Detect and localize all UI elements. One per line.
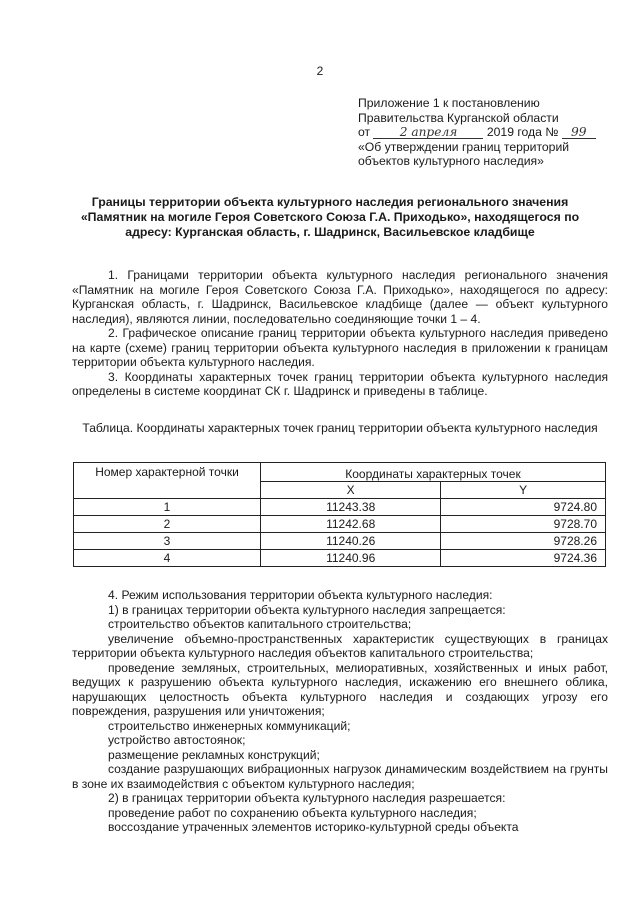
paragraph: увеличение объемно-пространственных характеристик существующих в границах территории объекта культурного наследия объектов капитального строительства; <box>72 631 608 660</box>
cell-point: 3 <box>74 533 261 550</box>
annex-line-1: Приложение 1 к постановлению <box>358 96 540 110</box>
table-row <box>74 533 606 550</box>
table-caption: Таблица. Координаты характерных точек границ территории объекта культурного наследия <box>82 421 598 435</box>
body-top <box>72 268 608 399</box>
cell-point: 2 <box>74 516 261 533</box>
paragraph: 3. Координаты характерных точек границ территории объекта культурного наследия определены в системе координат СК г. Шадринск и приведены в таблице. <box>72 369 608 398</box>
cell-y: 9728.70 <box>441 516 606 533</box>
table-row <box>74 516 606 533</box>
paragraph: 1) в границах территории объекта культурного наследия запрещается: <box>108 602 506 617</box>
paragraph: строительство инженерных коммуникаций; <box>108 718 351 733</box>
paragraph: воссоздание утраченных элементов историко-культурной среды объекта <box>108 820 519 834</box>
annex-date-line <box>358 125 618 140</box>
coordinates-table <box>73 462 606 567</box>
header-coordinates: Координаты характерных точек <box>261 463 606 482</box>
annex-line-5: объектов культурного наследия» <box>358 154 544 168</box>
paragraph: 2) в границах территории объекта культурного наследия разрешается: <box>108 791 506 805</box>
annex-year: 2019 года № <box>486 125 559 139</box>
table-header-row <box>74 463 606 482</box>
paragraph: создание разрушающих вибрационных нагрузок динамическим воздействием на грунты в зоне их взаимодействия с объектом культурного наследия; <box>72 762 608 791</box>
header-x: X <box>261 482 441 499</box>
annex-line-4: «Об утверждении границ территорий <box>358 139 570 154</box>
cell-y: 9724.36 <box>441 550 606 567</box>
header-y: Y <box>441 482 606 499</box>
paragraph: 2. Графическое описание границ территории объекта культурного наследия приведено на карте (схеме) границ территории объекта культурного наследия в приложении к границам территории объекта культурного наследия. <box>72 326 608 369</box>
annex-line-2: Правительства Курганской области <box>358 110 559 125</box>
cell-y: 9724.80 <box>441 499 606 516</box>
cell-x: 11240.96 <box>261 550 441 567</box>
handwritten-number: 99 <box>562 126 596 139</box>
paragraph: проведение работ по сохранению объекта культурного наследия; <box>108 805 477 820</box>
cell-point: 1 <box>74 499 261 516</box>
cell-point: 4 <box>74 550 261 567</box>
cell-x: 11243.38 <box>261 499 441 516</box>
paragraph: строительство объектов капитального строительства; <box>108 617 412 631</box>
paragraph: проведение земляных, строительных, мелиоративных, хозяйственных и иных работ, ведущих к разрушению объекта культурного наследия, искажению его внешнего облика, нарушающих целостность объекта культурного наследия и создающих угрозу его повреждения, разрушения или уничтожения; <box>72 660 608 718</box>
header-point-number: Номер характерной точки <box>74 463 261 499</box>
handwritten-date: 2 апреля <box>373 126 483 139</box>
page-number: 2 <box>316 64 324 78</box>
body-bottom <box>72 588 608 835</box>
cell-y: 9728.26 <box>441 533 606 550</box>
cell-x: 11242.68 <box>261 516 441 533</box>
table-row <box>74 499 606 516</box>
annex-header <box>358 96 618 169</box>
document-title: Границы территории объекта культурного наследия регионального значения «Памятник на могиле Героя Советского Союза Г.А. Приходько», находящегося по адресу: Курганская область, г. Шадринск, Васильевское кладбище <box>80 195 580 239</box>
table-row <box>74 550 606 567</box>
cell-x: 11240.26 <box>261 533 441 550</box>
paragraph: размещение рекламных конструкций; <box>108 747 320 762</box>
paragraph: устройство автостоянок; <box>108 733 246 747</box>
paragraph: 4. Режим использования территории объекта культурного наследия: <box>108 588 493 602</box>
paragraph: 1. Границами территории объекта культурного наследия регионального значения «Памятник на могиле Героя Советского Союза Г.А. Приходько», находящегося по адресу: Курганская область, г. Шадринск, Васильевское кладбище (далее — объект культурного наследия), являются линии, последовательно соединяющие точки 1 – 4. <box>72 268 608 326</box>
annex-from: от <box>358 125 371 139</box>
